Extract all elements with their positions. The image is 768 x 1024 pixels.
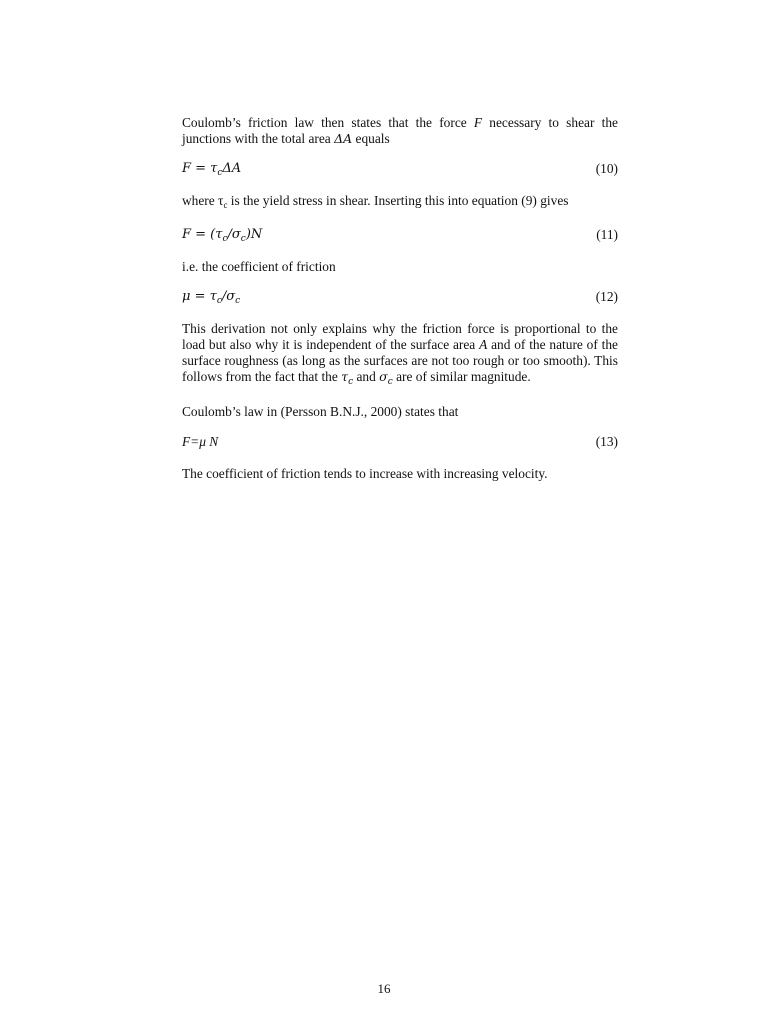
math-subscript: c — [387, 377, 393, 387]
equation-number: (12) — [595, 289, 618, 304]
equation-subscript: c — [240, 234, 246, 244]
equation-subscript: c — [235, 296, 241, 306]
text-span: Coulomb’s friction law then states that the force — [182, 115, 474, 130]
equation-part: ΔA — [222, 161, 242, 176]
math-symbol-force: F — [473, 115, 483, 130]
text-span: and of the nature of the surface roughness (as long as the surfaces are not too rough or too smooth). This follows from the fact that the — [182, 337, 618, 384]
paragraph-coulomb-law-intro — [182, 115, 618, 147]
math-part: τ — [341, 369, 349, 384]
equation-11 — [182, 227, 618, 245]
text-span: and — [353, 369, 380, 384]
equation-number: (11) — [596, 227, 618, 242]
text-span: This derivation not only explains why the friction force is proportional to the load but also why it is independent of the surface area — [182, 321, 618, 352]
math-symbol-tau — [341, 369, 354, 387]
text-span: equals — [352, 131, 390, 146]
math-symbol-area: A — [479, 337, 488, 352]
equation-subscript: c — [217, 168, 223, 178]
paragraph-velocity-note: The coefficient of friction tends to increase with increasing velocity. — [182, 466, 548, 481]
math-part: σ — [379, 369, 388, 384]
equation-expression — [182, 227, 262, 247]
equation-part: F = τ — [182, 161, 218, 176]
math-symbol-delta-area: ΔA — [334, 131, 353, 146]
paragraph-persson-citation: Coulomb’s law in (Persson B.N.J., 2000) states that — [182, 404, 459, 419]
text-span: where τ — [182, 193, 224, 208]
paragraph-derivation-explanation — [182, 321, 618, 390]
text-span: necessary to shear the junctions with the total area — [182, 115, 618, 146]
equation-expression — [182, 161, 241, 181]
equation-expression: F=μ N — [182, 434, 219, 449]
equation-subscript: c — [216, 296, 222, 306]
equation-part: F = (τ — [182, 227, 223, 242]
text-span: are of similar magnitude. — [392, 369, 531, 384]
equation-part: μ = τ — [182, 289, 217, 304]
equation-13 — [182, 434, 618, 452]
paragraph-yield-stress — [182, 193, 618, 213]
text-subscript: c — [223, 200, 228, 210]
math-subscript: c — [348, 377, 354, 387]
equation-10 — [182, 161, 618, 179]
equation-part: )N — [245, 227, 263, 242]
math-symbol-sigma — [379, 369, 393, 387]
paragraph-coefficient-intro: i.e. the coefficient of friction — [182, 259, 336, 274]
equation-subscript: c — [222, 234, 228, 244]
equation-number: (10) — [595, 161, 618, 176]
page-body — [182, 115, 618, 496]
equation-part: /σ — [227, 227, 241, 242]
equation-number: (13) — [595, 434, 618, 449]
page-number: 16 — [377, 981, 391, 996]
equation-expression — [182, 289, 240, 309]
equation-12 — [182, 289, 618, 307]
equation-part: /σ — [221, 289, 236, 304]
text-span: is the yield stress in shear. Inserting this into equation (9) gives — [227, 193, 569, 208]
